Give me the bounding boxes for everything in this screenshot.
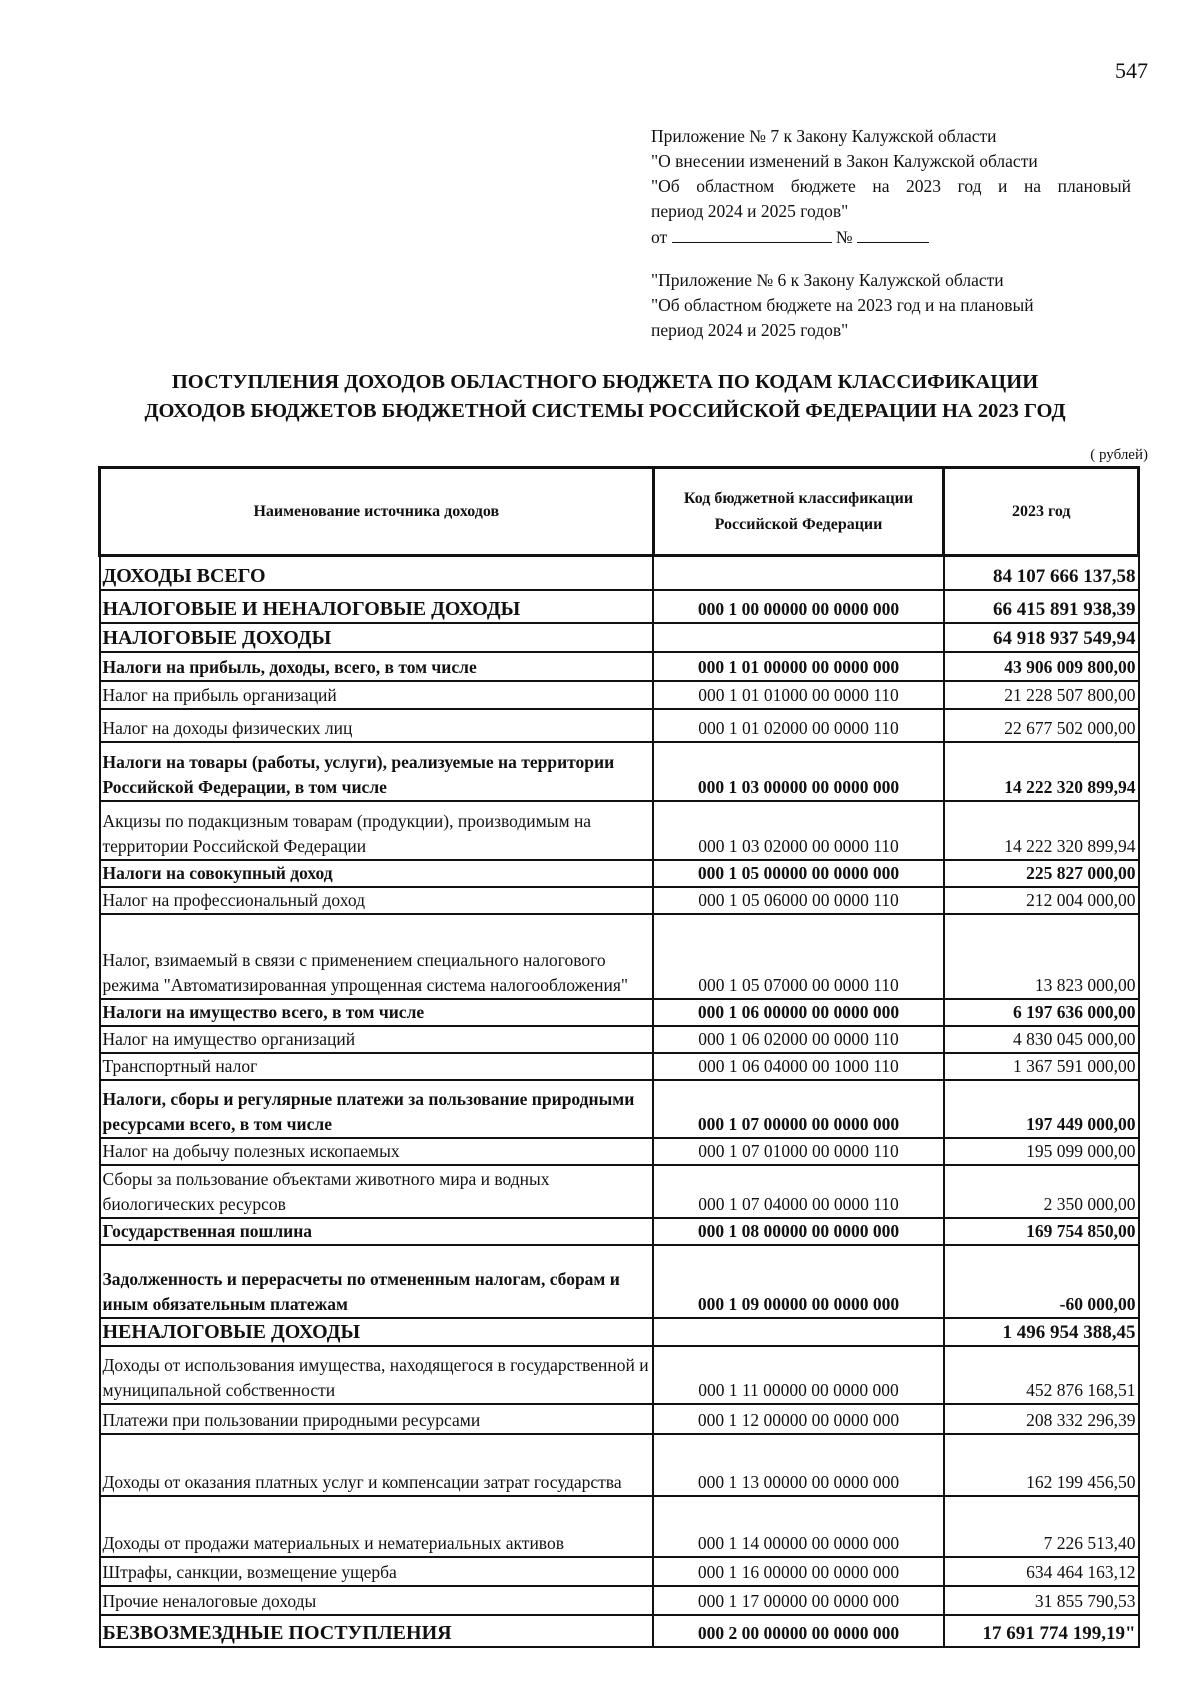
income-source-name: Налог на добычу полезных ископаемых: [100, 1138, 654, 1165]
classification-code: 000 1 05 00000 00 0000 000: [653, 860, 944, 887]
date-blank: [672, 224, 832, 243]
amount-2023: 31 855 790,53: [944, 1586, 1139, 1615]
table-row: [100, 1318, 1139, 1346]
income-source-name: БЕЗВОЗМЕЗДНЫЕ ПОСТУПЛЕНИЯ: [100, 1615, 654, 1647]
classification-code: 000 1 07 00000 00 0000 000: [653, 1080, 944, 1138]
income-source-name: Сборы за пользование объектами животного мира и водных биологических ресурсов: [100, 1165, 654, 1218]
table-body: [100, 556, 1139, 1647]
amount-2023: 7 226 513,40: [944, 1496, 1139, 1557]
table-row: [100, 556, 1139, 590]
classification-code: 000 1 03 00000 00 0000 000: [653, 742, 944, 801]
amount-2023: -60 000,00: [944, 1245, 1139, 1318]
header-year: 2023 год: [944, 468, 1139, 556]
income-source-name: ДОХОДЫ ВСЕГО: [100, 556, 654, 590]
classification-code: 000 1 01 01000 00 0000 110: [653, 681, 944, 709]
table-row: [100, 1586, 1139, 1615]
appendix-line: Приложение № 7 к Закону Калужской области: [651, 126, 997, 146]
table-row: [100, 887, 1139, 914]
income-source-name: Транспортный налог: [100, 1053, 654, 1080]
amount-2023: 1 496 954 388,45: [944, 1318, 1139, 1346]
table-row: [100, 623, 1139, 652]
classification-code: 000 1 06 00000 00 0000 000: [653, 999, 944, 1026]
table-row: [100, 1434, 1139, 1496]
classification-code: 000 1 09 00000 00 0000 000: [653, 1245, 944, 1318]
header-code-line: Российской Федерации: [714, 515, 883, 533]
amount-2023: 14 222 320 899,94: [944, 742, 1139, 801]
number-blank: [857, 224, 929, 243]
date-label: от: [651, 227, 668, 247]
classification-code: 000 1 07 04000 00 0000 110: [653, 1165, 944, 1218]
amount-2023: 208 332 296,39: [944, 1404, 1139, 1434]
table-row: [100, 1496, 1139, 1557]
appendix-date-number-line: [651, 224, 1131, 250]
amount-2023: 212 004 000,00: [944, 887, 1139, 914]
classification-code: 000 1 11 00000 00 0000 000: [653, 1346, 944, 1404]
amount-2023: 6 197 636 000,00: [944, 999, 1139, 1026]
amount-2023: 22 677 502 000,00: [944, 709, 1139, 742]
unit-label: ( рублей): [1090, 447, 1148, 463]
classification-code: [653, 623, 944, 652]
classification-code: 000 1 12 00000 00 0000 000: [653, 1404, 944, 1434]
appendix-line: период 2024 и 2025 годов": [651, 201, 849, 221]
amount-2023: 634 464 163,12: [944, 1557, 1139, 1586]
title-line: ПОСТУПЛЕНИЯ ДОХОДОВ ОБЛАСТНОГО БЮДЖЕТА ПО КОДАМ КЛАССИФИКАЦИИ: [171, 371, 1039, 393]
income-source-name: Налог на профессиональный доход: [100, 887, 654, 914]
amount-2023: 195 099 000,00: [944, 1138, 1139, 1165]
amount-2023: 225 827 000,00: [944, 860, 1139, 887]
classification-code: 000 1 06 04000 00 1000 110: [653, 1053, 944, 1080]
amount-2023: 162 199 456,50: [944, 1434, 1139, 1496]
title-line: ДОХОДОВ БЮДЖЕТОВ БЮДЖЕТНОЙ СИСТЕМЫ РОССИЙСКОЙ ФЕДЕРАЦИИ НА 2023 ГОД: [144, 400, 1066, 422]
amount-2023: 197 449 000,00: [944, 1080, 1139, 1138]
amount-2023: 2 350 000,00: [944, 1165, 1139, 1218]
header-code-line: Код бюджетной классификации: [683, 489, 914, 507]
classification-code: 000 1 08 00000 00 0000 000: [653, 1218, 944, 1245]
table-header-row: [100, 468, 1139, 556]
table-row: [100, 1346, 1139, 1404]
classification-code: 000 1 14 00000 00 0000 000: [653, 1496, 944, 1557]
appendix-line: "Приложение № 6 к Закону Калужской области: [651, 270, 1004, 290]
table-row: [100, 1615, 1139, 1647]
classification-code: 000 1 05 07000 00 0000 110: [653, 914, 944, 999]
appendix-line: "Об областном бюджете на 2023 год и на плановый: [651, 176, 1131, 196]
table-row: [100, 1138, 1139, 1165]
page-number: 547: [1115, 58, 1148, 83]
classification-code: 000 1 06 02000 00 0000 110: [653, 1026, 944, 1053]
table-row: [100, 742, 1139, 801]
table-row: [100, 860, 1139, 887]
table-row: [100, 1053, 1139, 1080]
appendix-line: "Об областном бюджете на 2023 год и на плановый: [651, 295, 1034, 315]
income-source-name: Государственная пошлина: [100, 1218, 654, 1245]
income-source-name: НАЛОГОВЫЕ ДОХОДЫ: [100, 623, 654, 652]
classification-code: 000 1 00 00000 00 0000 000: [653, 590, 944, 623]
table-row: [100, 1026, 1139, 1053]
income-source-name: Налоги, сборы и регулярные платежи за пользование природными ресурсами всего, в том числе: [100, 1080, 654, 1138]
document-title: [60, 368, 1150, 426]
table-row: [100, 801, 1139, 860]
table-row: [100, 999, 1139, 1026]
classification-code: 000 1 05 06000 00 0000 110: [653, 887, 944, 914]
amount-2023: 169 754 850,00: [944, 1218, 1139, 1245]
classification-code: 000 2 00 00000 00 0000 000: [653, 1615, 944, 1647]
header-name: Наименование источника доходов: [100, 468, 654, 556]
classification-code: 000 1 16 00000 00 0000 000: [653, 1557, 944, 1586]
header-code: [653, 468, 944, 556]
income-source-name: Доходы от использования имущества, находящегося в государственной и муниципальной собственности: [100, 1346, 654, 1404]
classification-code: 000 1 01 00000 00 0000 000: [653, 652, 944, 681]
income-source-name: Акцизы по подакцизным товарам (продукции), производимым на территории Российской Федерации: [100, 801, 654, 860]
income-source-name: Прочие неналоговые доходы: [100, 1586, 654, 1615]
number-label: №: [835, 227, 853, 247]
amount-2023: 452 876 168,51: [944, 1346, 1139, 1404]
table-row: [100, 1404, 1139, 1434]
income-source-name: НЕНАЛОГОВЫЕ ДОХОДЫ: [100, 1318, 654, 1346]
table-row: [100, 652, 1139, 681]
amount-2023: 13 823 000,00: [944, 914, 1139, 999]
income-source-name: Доходы от продажи материальных и нематериальных активов: [100, 1496, 654, 1557]
table-row: [100, 590, 1139, 623]
appendix-original-reference: [651, 268, 1131, 343]
table-row: [100, 1080, 1139, 1138]
appendix-current-reference: [651, 124, 1131, 250]
amount-2023: 17 691 774 199,19": [944, 1615, 1139, 1647]
income-source-name: Налоги на товары (работы, услуги), реализуемые на территории Российской Федерации, в том числе: [100, 742, 654, 801]
amount-2023: 64 918 937 549,94: [944, 623, 1139, 652]
amount-2023: 84 107 666 137,58: [944, 556, 1139, 590]
amount-2023: 1 367 591 000,00: [944, 1053, 1139, 1080]
classification-code: [653, 1318, 944, 1346]
amount-2023: 66 415 891 938,39: [944, 590, 1139, 623]
income-source-name: Налог на имущество организаций: [100, 1026, 654, 1053]
amount-2023: 4 830 045 000,00: [944, 1026, 1139, 1053]
classification-code: 000 1 13 00000 00 0000 000: [653, 1434, 944, 1496]
classification-code: 000 1 03 02000 00 0000 110: [653, 801, 944, 860]
income-source-name: Налог на прибыль организаций: [100, 681, 654, 709]
amount-2023: 21 228 507 800,00: [944, 681, 1139, 709]
table-row: [100, 1557, 1139, 1586]
classification-code: 000 1 17 00000 00 0000 000: [653, 1586, 944, 1615]
table-row: [100, 914, 1139, 999]
income-source-name: Штрафы, санкции, возмещение ущерба: [100, 1557, 654, 1586]
table-row: [100, 1245, 1139, 1318]
table-row: [100, 709, 1139, 742]
income-source-name: Налоги на совокупный доход: [100, 860, 654, 887]
appendix-line: период 2024 и 2025 годов": [651, 320, 849, 340]
classification-code: 000 1 01 02000 00 0000 110: [653, 709, 944, 742]
income-source-name: Платежи при пользовании природными ресурсами: [100, 1404, 654, 1434]
income-source-name: Налог, взимаемый в связи с применением специального налогового режима "Автоматизированная упрощенная система налогообложения": [100, 914, 654, 999]
amount-2023: 14 222 320 899,94: [944, 801, 1139, 860]
income-source-name: Доходы от оказания платных услуг и компенсации затрат государства: [100, 1434, 654, 1496]
table-row: [100, 1218, 1139, 1245]
appendix-line: "О внесении изменений в Закон Калужской области: [651, 151, 1038, 171]
table-row: [100, 681, 1139, 709]
income-source-name: Налоги на прибыль, доходы, всего, в том числе: [100, 652, 654, 681]
income-source-name: НАЛОГОВЫЕ И НЕНАЛОГОВЫЕ ДОХОДЫ: [100, 590, 654, 623]
amount-2023: 43 906 009 800,00: [944, 652, 1139, 681]
income-source-name: Налог на доходы физических лиц: [100, 709, 654, 742]
income-source-name: Налоги на имущество всего, в том числе: [100, 999, 654, 1026]
classification-code: [653, 556, 944, 590]
classification-code: 000 1 07 01000 00 0000 110: [653, 1138, 944, 1165]
income-source-name: Задолженность и перерасчеты по отмененным налогам, сборам и иным обязательным платежам: [100, 1245, 654, 1318]
table-row: [100, 1165, 1139, 1218]
income-table: [98, 466, 1140, 1648]
